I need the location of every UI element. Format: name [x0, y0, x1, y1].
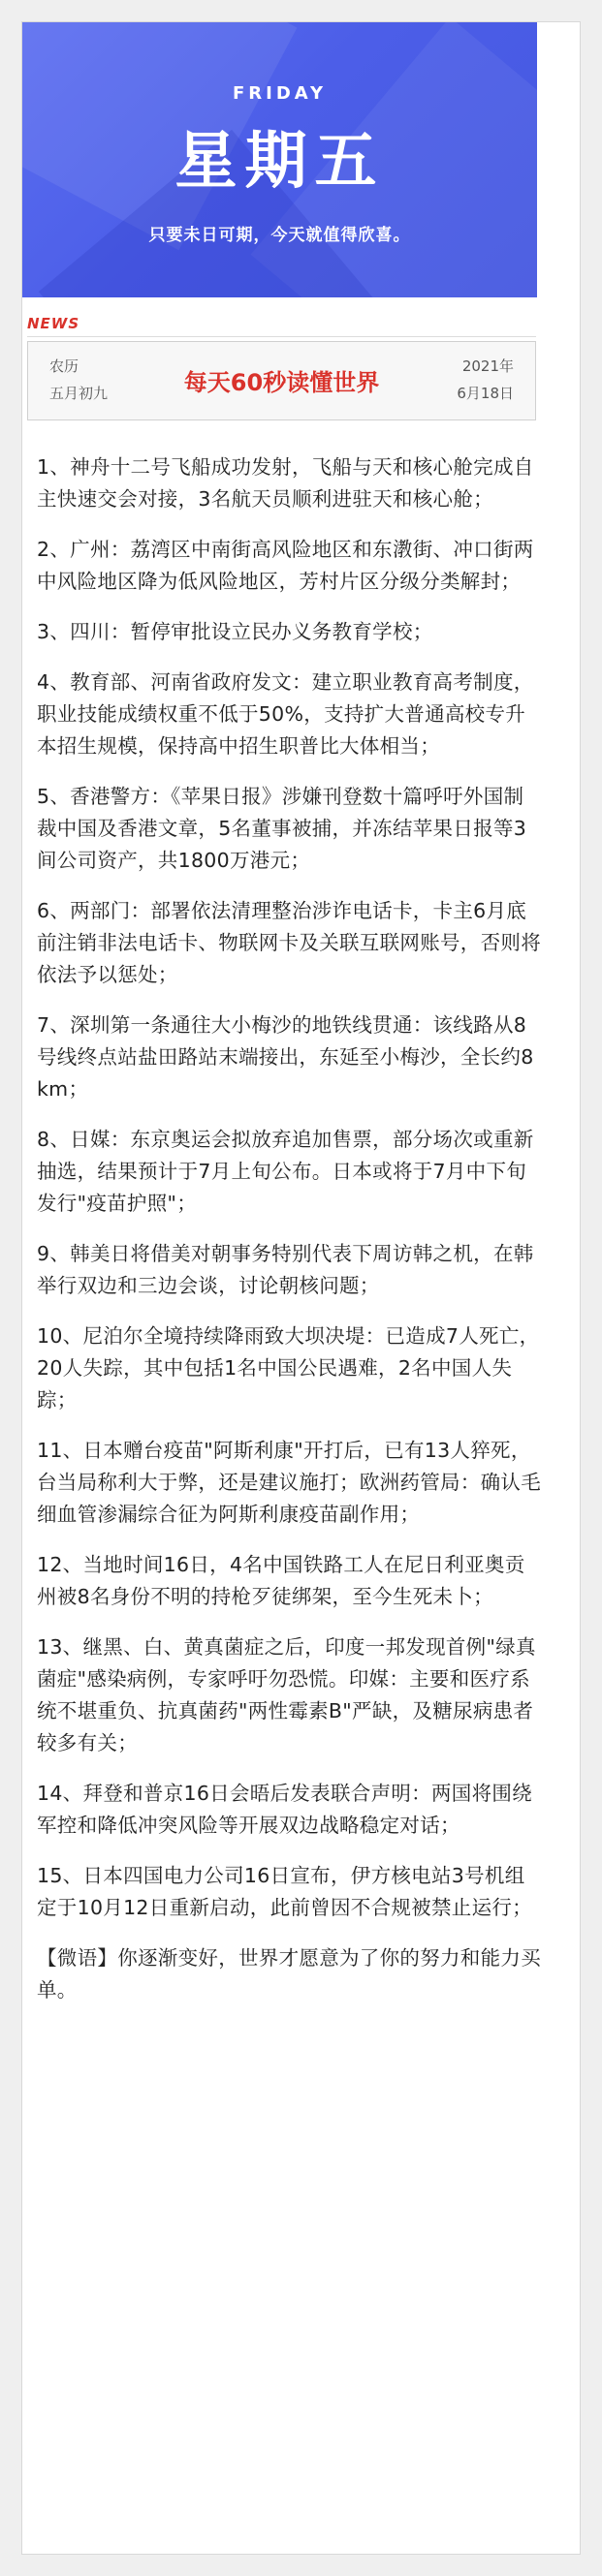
- date-header: [27, 341, 536, 420]
- news-item: 15、日本四国电力公司16日宣布，伊方核电站3号机组定于10月12日重新启动，此前曾因不合规被禁止运行；: [37, 1864, 532, 1919]
- news-item: 10、尼泊尔全境持续降雨致大坝决堤：已造成7人死亡，20人失踪，其中包括1名中国公民遇难，2名中国人失踪；: [37, 1324, 540, 1412]
- day-chinese: 星期五: [174, 126, 385, 198]
- news-item: 13、继黑、白、黄真菌症之后，印度一邦发现首例"绿真菌症"感染病例，专家呼吁勿恐慌。印媒：主要和医疗系统不堪重负、抗真菌药"两性霉素B"严缺，及糖尿病患者较多有关；: [37, 1635, 536, 1754]
- page-title: 每天60秒读懂世界: [183, 369, 380, 396]
- news-tag: NEWS: [27, 315, 80, 332]
- news-item: 4、教育部、河南省政府发文：建立职业教育高考制度，职业技能成绩权重不低于50%，支持扩大普通高校专升本招生规模，保持高中招生职普比大体相当；: [37, 670, 534, 758]
- news-item: 3、四川：暂停审批设立民办义务教育学校；: [37, 620, 433, 643]
- news-list: [37, 451, 541, 2006]
- news-item: 11、日本赠台疫苗"阿斯利康"开打后，已有13人猝死，台当局称利大于弊，还是建议施打；欧洲药管局：确认毛细血管渗漏综合征为阿斯利康疫苗副作用；: [37, 1439, 541, 1526]
- news-item: 9、韩美日将借美对朝事务特别代表下周访韩之机，在韩举行双边和三边会谈，讨论朝核问题；: [37, 1242, 534, 1297]
- day-banner: [22, 22, 537, 297]
- closing-quote: 【微语】你逐渐变好，世界才愿意为了你的努力和能力买单。: [37, 1946, 541, 2002]
- lunar-date: 五月初九: [49, 385, 109, 402]
- lunar-label: 农历: [49, 357, 79, 375]
- news-item: 8、日媒：东京奥运会拟放弃追加售票，部分场次或重新抽选，结果预计于7月上旬公布。日本或将于7月中下旬发行"疫苗护照"；: [37, 1128, 534, 1215]
- news-item: 12、当地时间16日，4名中国铁路工人在尼日利亚奥贡州被8名身份不明的持枪歹徒绑架，至今生死未卜；: [37, 1553, 525, 1608]
- news-item: 14、拜登和普京16日会晤后发表联合声明：两国将围绕军控和降低冲突风险等开展双边战略稳定对话；: [37, 1782, 532, 1837]
- date-day: 6月18日: [457, 385, 514, 402]
- news-item: 7、深圳第一条通往大小梅沙的地铁线贯通：该线路从8号线终点站盐田路站末端接出，东延至小梅沙，全长约8km；: [37, 1013, 534, 1101]
- day-english: FRIDAY: [232, 83, 328, 104]
- date-year: 2021年: [461, 357, 514, 375]
- divider: [27, 336, 536, 337]
- banner-slogan: 只要未日可期，今天就值得欣喜。: [148, 226, 411, 245]
- news-item: 5、香港警方：《苹果日报》涉嫌刊登数十篇呼吁外国制裁中国及香港文章，5名董事被捕，并冻结苹果日报等3间公司资产，共1800万港元；: [37, 785, 527, 872]
- news-item: 6、两部门：部署依法清理整治涉诈电话卡，卡主6月底前注销非法电话卡、物联网卡及关联互联网账号，否则将依法予以惩处；: [37, 899, 541, 986]
- news-item: 2、广州：荔湾区中南街高风险地区和东漖街、冲口街两中风险地区降为低风险地区，芳村片区分级分类解封；: [37, 538, 534, 593]
- news-item: 1、神舟十二号飞船成功发射，飞船与天和核心舱完成自主快速交会对接，3名航天员顺利进驻天和核心舱；: [37, 455, 534, 511]
